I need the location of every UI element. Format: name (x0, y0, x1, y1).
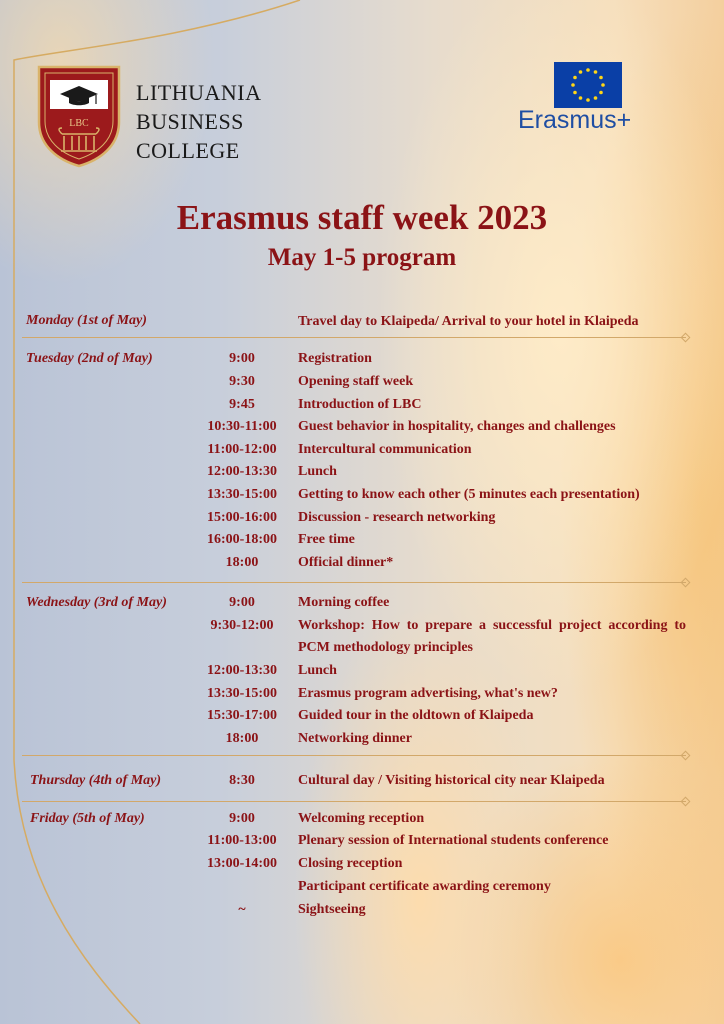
eu-flag-icon (554, 62, 622, 108)
activity-tuesday-1: Registration (298, 351, 372, 366)
time-wednesday-3: 12:00-13:30 (207, 663, 277, 678)
logo-text: LBC (69, 118, 89, 129)
time-wednesday-6: 18:00 (225, 731, 259, 746)
day-separator (22, 337, 686, 338)
day-label-wednesday: Wednesday (3rd of May) (26, 595, 167, 610)
activity-friday-2: Plenary session of International students conference (298, 833, 609, 848)
activity-wednesday-4: Erasmus program advertising, what's new? (298, 686, 558, 701)
college-name (136, 78, 261, 165)
activity-monday-1: Travel day to Klaipeda/ Arrival to your hotel in Klaipeda (298, 314, 639, 329)
time-wednesday-2: 9:30-12:00 (210, 618, 274, 633)
time-tuesday-2: 9:30 (229, 374, 255, 389)
day-separator (22, 582, 686, 583)
activity-friday-1: Welcoming reception (298, 811, 425, 826)
day-label-tuesday: Tuesday (2nd of May) (26, 351, 153, 366)
college-name-line-3: COLLEGE (136, 138, 240, 163)
time-tuesday-1: 9:00 (229, 351, 255, 366)
time-tuesday-9: 16:00-18:00 (207, 532, 277, 547)
day-label-friday: Friday (5th of May) (30, 811, 145, 826)
activity-wednesday-6: Networking dinner (298, 731, 412, 746)
activity-wednesday-2: Workshop: How to prepare a successful project according to PCM methodology principles (298, 618, 686, 655)
time-thursday-1: 8:30 (229, 773, 255, 788)
day-separator (22, 801, 686, 802)
page-title: Erasmus staff week 2023 (176, 198, 548, 237)
activity-tuesday-3: Introduction of LBC (298, 397, 422, 412)
day-separator (22, 755, 686, 756)
erasmus-plus-wordmark: Erasmus+ (518, 106, 632, 134)
activity-tuesday-8: Discussion - research networking (298, 510, 496, 525)
time-wednesday-1: 9:00 (229, 595, 255, 610)
activity-wednesday-3: Lunch (298, 663, 337, 678)
time-wednesday-4: 13:30-15:00 (207, 686, 277, 701)
day-label-monday: Monday (1st of May) (26, 313, 147, 328)
activity-wednesday-5: Guided tour in the oldtown of Klaipeda (298, 708, 534, 723)
college-name-line-2: BUSINESS (136, 109, 244, 134)
time-friday-5: ~ (238, 902, 246, 917)
activity-tuesday-2: Opening staff week (298, 374, 414, 389)
time-tuesday-7: 13:30-15:00 (207, 487, 277, 502)
activity-friday-4: Participant certificate awarding ceremony (298, 879, 551, 894)
time-tuesday-5: 11:00-12:00 (207, 442, 277, 457)
college-name-line-1: LITHUANIA (136, 80, 262, 105)
time-tuesday-8: 15:00-16:00 (207, 510, 277, 525)
activity-thursday-1: Cultural day / Visiting historical city near Klaipeda (298, 773, 605, 788)
time-friday-3: 13:00-14:00 (207, 856, 277, 871)
time-friday-2: 11:00-13:00 (207, 833, 277, 848)
time-wednesday-5: 15:30-17:00 (207, 708, 277, 723)
time-tuesday-4: 10:30-11:00 (207, 419, 277, 434)
activity-tuesday-4: Guest behavior in hospitality, changes and challenges (298, 419, 616, 434)
time-tuesday-6: 12:00-13:30 (207, 464, 277, 479)
lbc-logo (36, 64, 122, 168)
time-tuesday-10: 18:00 (225, 555, 259, 570)
activity-friday-5: Sightseeing (298, 902, 366, 917)
page-subtitle: May 1-5 program (267, 244, 457, 271)
day-label-thursday: Thursday (4th of May) (30, 773, 162, 788)
activity-tuesday-7: Getting to know each other (5 minutes each presentation) (298, 487, 640, 502)
time-friday-1: 9:00 (229, 811, 255, 826)
activity-friday-3: Closing reception (298, 856, 403, 871)
time-tuesday-3: 9:45 (229, 397, 255, 412)
activity-tuesday-9: Free time (298, 532, 355, 547)
activity-wednesday-1: Morning coffee (298, 595, 390, 610)
activity-tuesday-6: Lunch (298, 464, 337, 479)
activity-tuesday-5: Intercultural communication (298, 442, 472, 457)
activity-tuesday-10: Official dinner* (298, 555, 394, 570)
